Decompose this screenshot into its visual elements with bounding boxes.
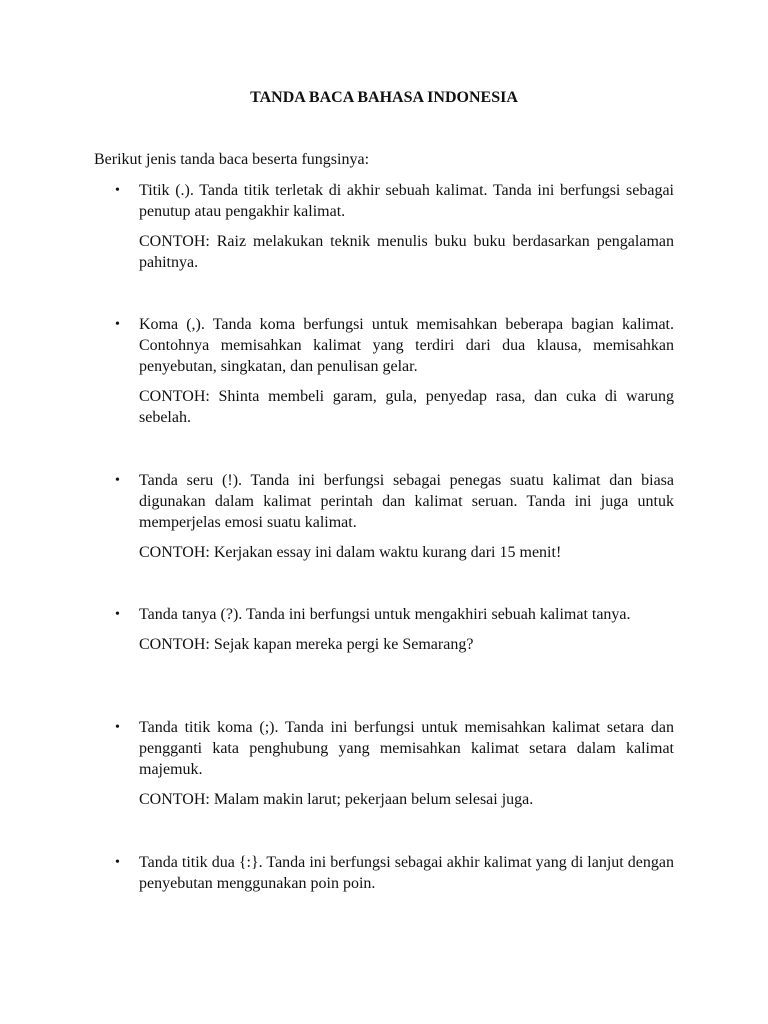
list-item-text: Tanda seru (!). Tanda ini berfungsi sebagai penegas suatu kalimat dan biasa digunakan dalam kalimat perintah dan kalimat seruan. Tanda ini juga untuk memperjelas emosi suatu kalimat.: [139, 472, 674, 531]
list-item-titik-dua: [115, 852, 675, 894]
list-item-example: CONTOH: Raiz melakukan teknik menulis buku buku berdasarkan pengalaman pahitnya.: [139, 233, 674, 271]
bullet-icon: •: [115, 607, 120, 622]
list-item-text: Koma (,). Tanda koma berfungsi untuk memisahkan beberapa bagian kalimat. Contohnya memisahkan kalimat yang terdiri dari dua klausa, memisahkan penyebutan, singkatan, dan penulisan gelar.: [139, 316, 674, 375]
bullet-icon: •: [115, 183, 120, 198]
list-item-koma: [115, 314, 675, 428]
list-item-text: Tanda titik koma (;). Tanda ini berfungsi untuk memisahkan kalimat setara dan pengganti kata penghubung yang memisahkan kalimat setara dalam kalimat majemuk.: [139, 719, 674, 778]
list-item-example: CONTOH: Shinta membeli garam, gula, penyedap rasa, dan cuka di warung sebelah.: [139, 388, 674, 426]
page-title: TANDA BACA BAHASA INDONESIA: [250, 89, 518, 106]
bullet-icon: •: [115, 473, 120, 488]
list-item-text: Titik (.). Tanda titik terletak di akhir sebuah kalimat. Tanda ini berfungsi sebagai penutup atau pengakhir kalimat.: [139, 182, 674, 220]
list-item-text: Tanda titik dua {:}. Tanda ini berfungsi sebagai akhir kalimat yang di lanjut dengan penyebutan menggunakan poin poin.: [139, 854, 674, 892]
list-item-example: CONTOH: Kerjakan essay ini dalam waktu kurang dari 15 menit!: [139, 544, 562, 561]
list-item-example: CONTOH: Sejak kapan mereka pergi ke Semarang?: [139, 636, 474, 653]
list-item-example: CONTOH: Malam makin larut; pekerjaan belum selesai juga.: [139, 791, 534, 808]
list-item-tanda-seru: [115, 470, 675, 563]
list-item-titik: [115, 180, 675, 273]
bullet-icon: •: [115, 720, 120, 735]
bullet-icon: •: [115, 855, 120, 870]
list-item-text: Tanda tanya (?). Tanda ini berfungsi untuk mengakhiri sebuah kalimat tanya.: [139, 606, 631, 623]
bullet-icon: •: [115, 317, 120, 332]
list-item-titik-koma: [115, 717, 675, 810]
intro-paragraph: Berikut jenis tanda baca beserta fungsinya:: [94, 151, 370, 168]
list-item-tanda-tanya: [115, 604, 675, 655]
